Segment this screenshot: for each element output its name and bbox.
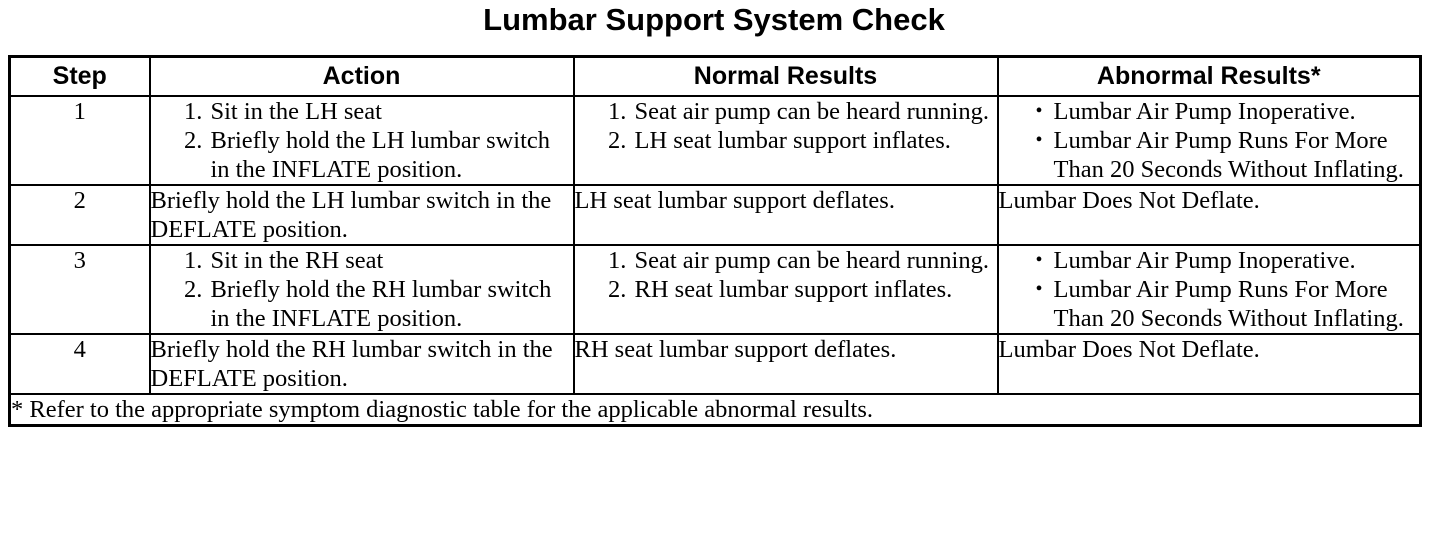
action-cell (150, 96, 574, 185)
lumbar-check-table (8, 55, 1422, 427)
action-cell: Briefly hold the RH lumbar switch in the DEFLATE position. (150, 334, 574, 394)
page-title: Lumbar Support System Check (483, 2, 945, 37)
table-row (10, 245, 1421, 334)
step-number: 2 (10, 185, 150, 245)
normal-results-cell: RH seat lumbar support deflates. (574, 334, 998, 394)
list-item: • Lumbar Air Pump Runs For More Than 20 Seconds Without Inflating. (1054, 275, 1420, 333)
table-row (10, 185, 1421, 245)
header-action: Action (150, 57, 574, 97)
table-row (10, 96, 1421, 185)
normal-results-cell (574, 96, 998, 185)
list-item: • Lumbar Air Pump Inoperative. (1054, 246, 1420, 275)
footnote-row (10, 394, 1421, 426)
list-item: 1. Seat air pump can be heard running. (633, 97, 997, 126)
normal-results-list (575, 246, 997, 304)
list-item: 2. RH seat lumbar support inflates. (633, 275, 997, 304)
header-normal-results: Normal Results (574, 57, 998, 97)
normal-results-cell (574, 245, 998, 334)
list-item: 2. LH seat lumbar support inflates. (633, 126, 997, 155)
header-step: Step (10, 57, 150, 97)
step-number: 3 (10, 245, 150, 334)
list-item: 2. Briefly hold the LH lumbar switch in the INFLATE position. (209, 126, 573, 184)
header-abnormal-results: Abnormal Results* (998, 57, 1421, 97)
footnote: * Refer to the appropriate symptom diagnostic table for the applicable abnormal results. (10, 394, 1421, 426)
list-item: • Lumbar Air Pump Inoperative. (1054, 97, 1420, 126)
step-number: 1 (10, 96, 150, 185)
list-item: 1. Seat air pump can be heard running. (633, 246, 997, 275)
action-list (151, 97, 573, 184)
abnormal-results-list (999, 246, 1420, 333)
list-item: 1. Sit in the LH seat (209, 97, 573, 126)
abnormal-results-cell: Lumbar Does Not Deflate. (998, 185, 1421, 245)
normal-results-cell: LH seat lumbar support deflates. (574, 185, 998, 245)
abnormal-results-cell (998, 96, 1421, 185)
header-row (10, 57, 1421, 97)
abnormal-results-cell: Lumbar Does Not Deflate. (998, 334, 1421, 394)
table-row (10, 334, 1421, 394)
action-cell (150, 245, 574, 334)
step-number: 4 (10, 334, 150, 394)
action-cell: Briefly hold the LH lumbar switch in the DEFLATE position. (150, 185, 574, 245)
action-list (151, 246, 573, 333)
abnormal-results-list (999, 97, 1420, 184)
abnormal-results-cell (998, 245, 1421, 334)
list-item: 1. Sit in the RH seat (209, 246, 573, 275)
normal-results-list (575, 97, 997, 155)
list-item: 2. Briefly hold the RH lumbar switch in the INFLATE position. (209, 275, 573, 333)
list-item: • Lumbar Air Pump Runs For More Than 20 Seconds Without Inflating. (1054, 126, 1420, 184)
